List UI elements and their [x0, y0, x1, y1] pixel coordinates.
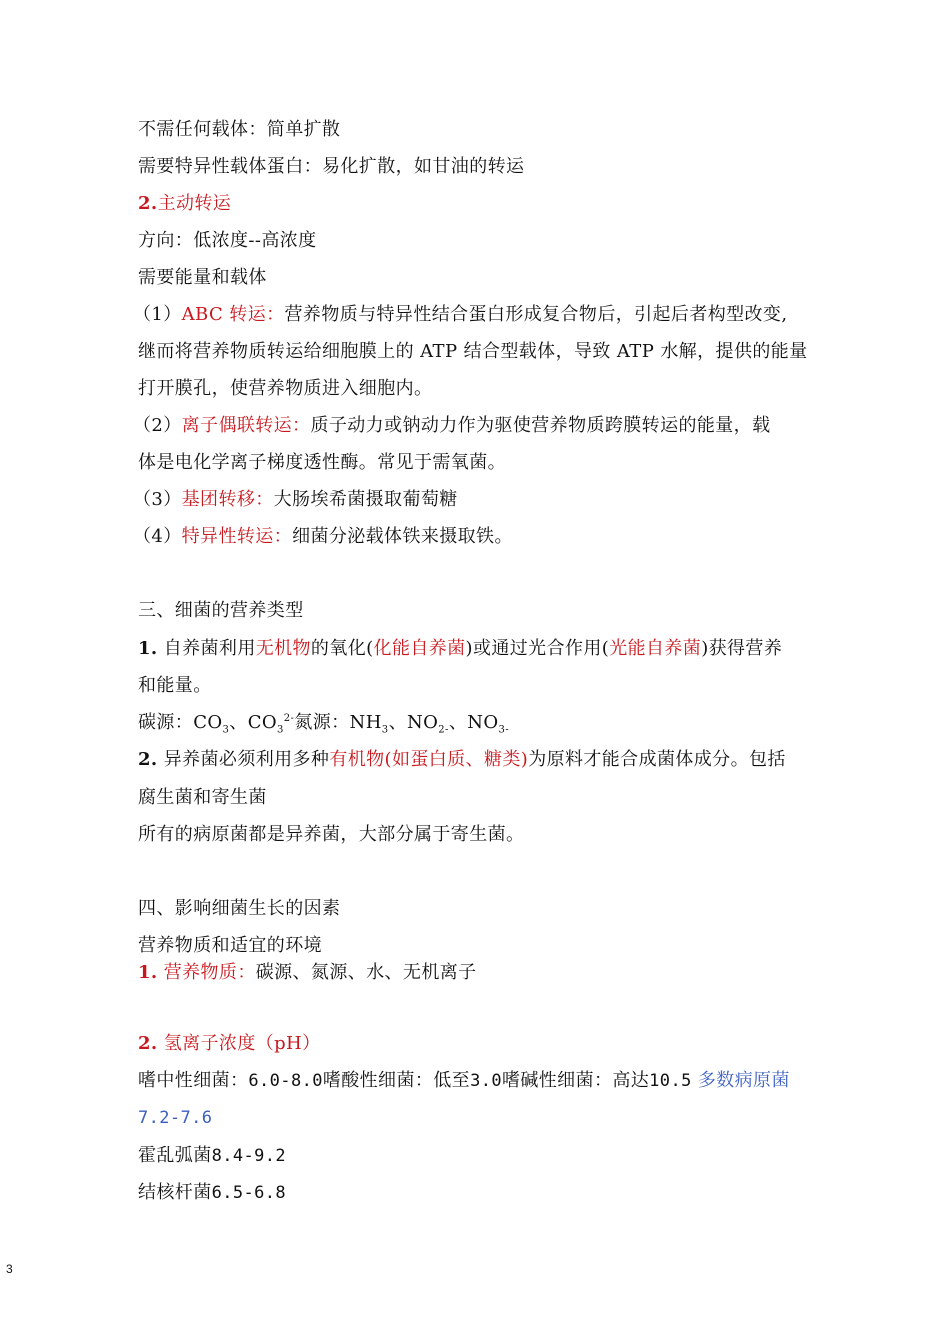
- text-span: )或通过光合作用(: [465, 638, 610, 659]
- numbered-paragraph: [138, 637, 782, 661]
- text-span: 自养菌利用: [157, 638, 256, 659]
- value: 6.5-6.8: [211, 1183, 287, 1203]
- heading-text: 主动转运: [157, 193, 232, 214]
- numbered-paragraph: [138, 961, 477, 985]
- item-prefix: （2）: [133, 415, 182, 436]
- item-number: 1.: [138, 638, 158, 659]
- list-item: [133, 414, 770, 438]
- section-heading: [138, 192, 231, 216]
- item-prefix: （1）: [133, 304, 182, 325]
- text-line: 继而将营养物质转运给细胞膜上的 ATP 结合型载体，导致 ATP 水解，提供的能量: [138, 341, 808, 362]
- subscript: 3: [381, 724, 389, 736]
- item-number: 2.: [138, 749, 158, 770]
- text-line: 和能量。: [138, 675, 212, 696]
- text-span: 的氧化(: [310, 638, 374, 659]
- text-line: 所有的病原菌都是异养菌，大部分属于寄生菌。: [138, 824, 525, 845]
- value: 8.4-9.2: [211, 1146, 287, 1166]
- text-span: 碳源：CO: [138, 712, 223, 733]
- text-span: 、NO: [448, 712, 499, 733]
- term: 特异性转运：: [181, 526, 293, 547]
- text-line: 不需任何载体：简单扩散: [138, 119, 341, 140]
- text-line: 需要能量和载体: [138, 267, 267, 288]
- term: 基团转移：: [181, 489, 274, 510]
- section-heading: 三、细菌的营养类型: [138, 600, 304, 621]
- value-line: 7.2-7.6: [138, 1108, 213, 1128]
- list-item: [133, 303, 787, 327]
- text-line: 腐生菌和寄生菌: [138, 787, 267, 808]
- numbered-heading: [138, 1032, 321, 1056]
- text-span: 碳源、氮源、水、无机离子: [255, 962, 477, 983]
- heading-number: 2.: [138, 193, 158, 214]
- text-span: 嗜中性细菌：: [138, 1070, 249, 1091]
- text-span: 嗜碱性细菌：高达: [501, 1070, 650, 1091]
- item-text: 细菌分泌载体铁来摄取铁。: [292, 526, 513, 547]
- text-line: [138, 1069, 790, 1093]
- subscript: 3: [277, 724, 284, 736]
- text-span: 氮源：NH: [294, 712, 382, 733]
- subscript: 3-: [498, 724, 510, 736]
- list-item: [133, 525, 513, 549]
- value: 3.0: [470, 1071, 502, 1091]
- text-line: [138, 1181, 286, 1205]
- list-item: [133, 488, 458, 512]
- text-line: 体是电化学离子梯度透性酶。常见于需氧菌。: [138, 452, 506, 473]
- text-line: [138, 1144, 286, 1168]
- term: ABC 转运：: [181, 304, 285, 325]
- text-line: 方向：低浓度--高浓度: [138, 230, 317, 251]
- superscript: 2-: [283, 713, 295, 724]
- section-heading: 四、影响细菌生长的因素: [138, 898, 341, 919]
- term: 离子偶联转运：: [181, 415, 311, 436]
- item-prefix: （4）: [133, 526, 182, 547]
- text-line: 打开膜孔，使营养物质进入细胞内。: [138, 378, 433, 399]
- value: 6.0-8.0: [248, 1071, 323, 1091]
- item-number: 1.: [138, 962, 158, 983]
- subscript: 2-: [438, 724, 449, 736]
- item-number: 2.: [138, 1033, 158, 1054]
- text-span: 结核杆菌: [138, 1182, 212, 1203]
- subscript: 3: [222, 724, 230, 736]
- page-number: 3: [6, 1262, 13, 1276]
- term: 营养物质：: [157, 962, 256, 983]
- term: 光能自养菌: [609, 638, 702, 659]
- text-line: 需要特异性载体蛋白：易化扩散，如甘油的转运: [138, 156, 525, 177]
- text-span: 、NO: [388, 712, 439, 733]
- text-span: 为原料才能合成菌体成分。包括: [528, 749, 786, 770]
- heading-text: 氢离子浓度（pH）: [157, 1033, 321, 1054]
- term: 化能自养菌: [373, 638, 466, 659]
- item-prefix: （3）: [133, 489, 182, 510]
- item-text: 大肠埃希菌摄取葡萄糖: [273, 489, 458, 510]
- item-text: 营养物质与特异性结合蛋白形成复合物后，引起后者构型改变,: [284, 304, 788, 325]
- formula-line: [138, 711, 509, 735]
- term: 有机物(如蛋白质、糖类): [329, 749, 529, 770]
- text-span: 嗜酸性细菌：低至: [322, 1070, 471, 1091]
- highlight-text: 多数病原菌: [691, 1070, 790, 1091]
- text-span: 异养菌必须利用多种: [157, 749, 330, 770]
- item-text: 质子动力或钠动力作为驱使营养物质跨膜转运的能量，载: [310, 415, 771, 436]
- text-span: )获得营养: [701, 638, 783, 659]
- term: 无机物: [255, 638, 311, 659]
- numbered-paragraph: [138, 748, 786, 772]
- value: 10.5: [649, 1071, 692, 1091]
- text-line: 营养物质和适宜的环境: [138, 935, 322, 956]
- text-span: 、CO: [229, 712, 278, 733]
- text-span: 霍乱弧菌: [138, 1145, 212, 1166]
